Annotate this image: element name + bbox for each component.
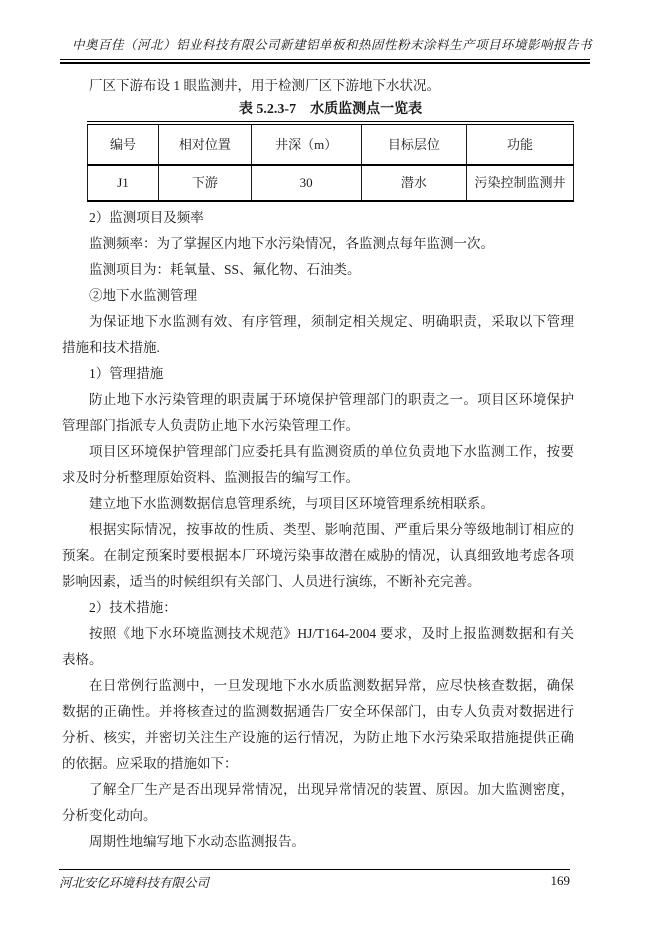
column-header: 编号 [88, 125, 159, 165]
body-paragraph: 在日常例行监测中，一旦发现地下水水质监测数据异常，应尽快核查数据，确保数据的正确性。并将核查过的监测数据通告厂安全环保部门，由专人负责对数据进行分析、核实，并密切关注生产设施的运行情况，为防止地下水污染采取措施提供正确的依据。应采取的措施如下： [62, 678, 574, 771]
body-paragraph: 2）监测项目及频率 [89, 210, 204, 225]
body-paragraph: 建立地下水监测数据信息管理系统，与项目区环境管理系统相联系。 [89, 496, 494, 511]
column-header: 相对位置 [158, 125, 251, 165]
monitoring-table-wrapper [87, 121, 574, 202]
column-header: 井深（m） [251, 125, 361, 165]
intro-paragraph: 厂区下游布设 1 眼监测井，用于检测厂区下游地下水状况。 [89, 78, 440, 93]
column-header: 功能 [467, 125, 574, 165]
body-paragraphs [62, 205, 574, 855]
body-paragraph: 了解全厂生产是否出现异常情况，出现异常情况的装置、原因。加大监测密度，分析变化动向。 [62, 782, 574, 823]
body-paragraph: 监测项目为：耗氧量、SS、氟化物、石油类。 [89, 262, 361, 277]
header-rule [60, 59, 590, 64]
body-paragraph: ②地下水监测管理 [89, 288, 197, 303]
table-cell: 污染控制监测井 [467, 165, 574, 200]
body-paragraph: 根据实际情况，按事故的性质、类型、影响范围、严重后果分等级地制订相应的预案。在制定预案时要根据本厂环境污染事故潜在威胁的情况，认真细致地考虑各项影响因素，适当的时候组织有关部门、人员进行演练，不断补充完善。 [62, 522, 574, 589]
table-cell: J1 [88, 165, 159, 200]
monitoring-points-table [87, 125, 574, 200]
body-paragraph: 防止地下水污染管理的职责属于环境保护管理部门的职责之一。项目区环境保护管理部门指派专人负责防止地下水污染管理工作。 [62, 392, 574, 433]
body-paragraph: 周期性地编写地下水动态监测报告。 [89, 834, 305, 849]
footer-company-name: 河北安亿环境科技有限公司 [59, 876, 210, 890]
footer-page-number: 169 [550, 873, 570, 888]
report-header-title: 中奥百佳（河北）铝业科技有限公司新建铝单板和热固性粉末涂料生产项目环境影响报告书 [71, 38, 592, 52]
body-paragraph: 监测频率：为了掌握区内地下水污染情况，各监测点每年监测一次。 [89, 236, 494, 251]
body-paragraph: 1）管理措施 [89, 366, 164, 381]
table-cell: 潜水 [361, 165, 466, 200]
table-row [88, 165, 574, 200]
page-header [0, 0, 664, 64]
page-body [62, 73, 574, 855]
column-header: 目标层位 [361, 125, 466, 165]
body-paragraph: 按照《地下水环境监测技术规范》HJ/T164-2004 要求，及时上报监测数据和有关表格。 [62, 626, 574, 667]
table-header-row [88, 125, 574, 165]
table-cell: 下游 [158, 165, 251, 200]
page-footer [59, 869, 570, 891]
table-caption: 表 5.2.3-7 水质监测点一览表 [238, 102, 423, 117]
body-paragraph: 项目区环境保护管理部门应委托具有监测资质的单位负责地下水监测工作，按要求及时分析整理原始资料、监测报告的编写工作。 [62, 444, 574, 485]
body-paragraph: 2）技术措施： [89, 600, 177, 615]
body-paragraph: 为保证地下水监测有效、有序管理，须制定相关规定、明确职责，采取以下管理措施和技术措施. [62, 314, 574, 355]
table-cell: 30 [251, 165, 361, 200]
